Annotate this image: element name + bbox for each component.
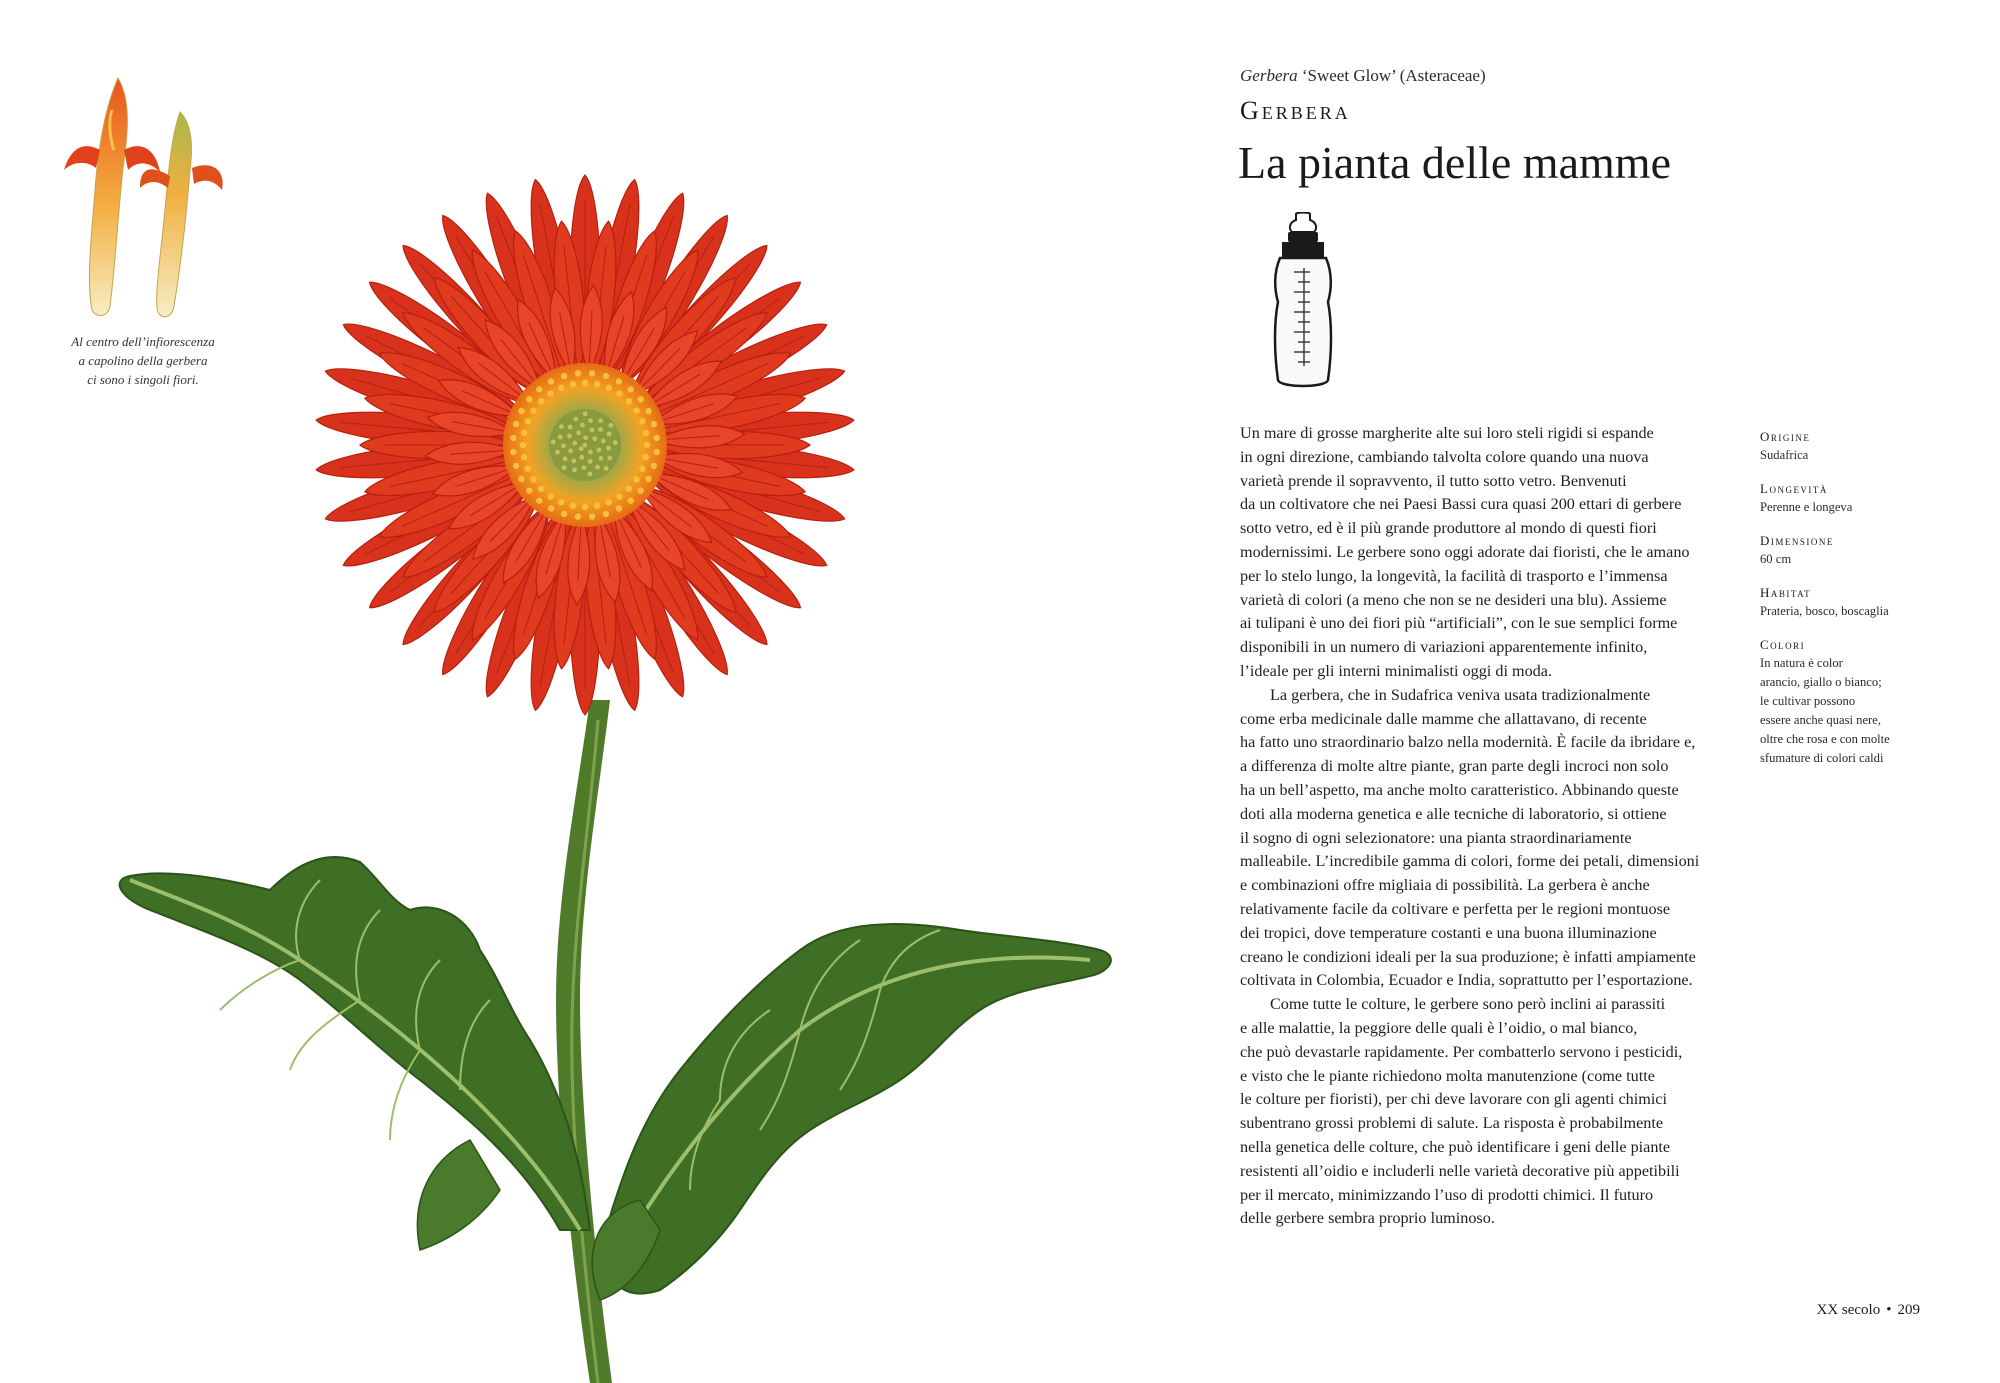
disk-floret [639,466,645,472]
page-title: La pianta delle mamme [1238,137,1671,188]
center-floret [590,428,595,433]
disk-floret [538,398,544,404]
bullet-separator: • [1886,1302,1892,1318]
disk-floret [548,505,554,511]
center-floret [571,459,576,464]
disk-floret [547,493,553,499]
center-floret [613,440,618,445]
fact-size [1760,532,1930,569]
center-floret [604,466,609,471]
disk-floret [561,511,567,517]
illustration-caption [52,332,234,389]
disk-floret [575,370,581,376]
center-floret [555,450,560,455]
disk-floret [633,476,639,482]
disk-floret [582,380,588,386]
disk-floret [520,442,526,448]
center-floret [561,443,566,448]
disk-floret [525,466,531,472]
page-footer [1816,1302,1920,1319]
disk-floret [547,390,553,396]
disk-floret [639,418,645,424]
disk-floret [582,504,588,510]
disk-floret [645,476,651,482]
disk-floret [530,407,536,413]
center-floret [588,418,593,423]
flower-head [315,175,855,715]
scientific-name [1240,66,1486,86]
paragraph: La gerbera, che in Sudafrica veniva usata tradizionalmente come erba medicinale dalle mamme che allattavano, di recente ha fatto uno straordinario balzo nella modernità. È facile da ibridare e, a differenza di molte altre piante, gran parte degli incroci non solo ha un bell’aspetto, ma anche molto caratteristico. Abbinando queste doti alla moderna genetica e alle tecniche di laboratorio, si ottiene il sogno di ogni selezionatore: una pianta straordinariamente malleabile. L’incredibile gamma di colori, forme dei petali, dimensioni e combinazioni offre migliaia di possibilità. La gerbera è anche relativamente facile da coltivare e perfetta per le regioni montuose dei tropici, dove temperature costanti e una buona illuminazione creano le condizioni ideali per la sua produzione; è infatti ampiamente coltivata in Colombia, Ecuador e India, soprattutto per l’esportazione. [1240,685,1700,990]
center-floret [562,465,567,470]
disk-floret [526,396,532,402]
disk-floret [521,454,527,460]
fact-value: In natura è color arancio, giallo o bianco; le cultivar possono essere anche quasi nere, oltre che rosa e con molte sfumature di colori caldi [1760,656,1890,765]
disk-floret [561,373,567,379]
disk-floret [570,381,576,387]
facts-sidebar [1760,428,1930,783]
disk-floret [558,385,564,391]
main-text [1240,422,1745,1231]
center-floret [580,423,585,428]
disk-floret [575,513,581,519]
center-floret [588,472,593,477]
disk-floret [521,430,527,436]
center-floret [576,430,581,435]
disk-floret [637,396,643,402]
disk-floret [518,408,524,414]
disk-floret [530,476,536,482]
disk-floret [643,454,649,460]
leaf-left [120,857,590,1250]
disk-floret [536,497,542,503]
fact-value: Perenne e longeva [1760,500,1853,514]
fact-origin [1760,428,1930,465]
disk-floret [653,449,659,455]
disk-floret [570,503,576,509]
caption-line: ci sono i singoli fiori. [87,372,199,387]
disk-floret [653,435,659,441]
disk-floret [594,503,600,509]
fact-value: Prateria, bosco, boscaglia [1760,604,1889,618]
baby-bottle-icon [1268,212,1338,390]
center-floret [592,436,597,441]
center-floret [567,434,572,439]
center-floret [607,456,612,461]
paragraph: Un mare di grosse margherite alte sui loro steli rigidi si espande in ogni direzione, cambiando talvolta colore quando una nuova varietà prende il sopravvento, il tutto sotto vetro. Benvenuti da un coltivatore che nei Paesi Bassi cura quasi 200 ettari di gerbere sotto vetro, ed è il più grande produttore al mondo di questi fiori modernissimi. Le gerbere sono oggi adorate dai fioristi, che le amano per lo stelo lungo, la longevità, la facilità di trasporto e l’immensa varietà di colori (a meno che non se ne desideri una blu). Assieme ai tulipani è uno dei fiori più “artificiali”, con le sue semplici forme disponibili in un numero di variazioni apparentemente infinito, l’ideale per gli interni minimalisti oggi di moda. [1240,424,1690,680]
disk-floret [518,476,524,482]
disk-floret [510,449,516,455]
center-floret [588,450,593,455]
disk-floret [637,487,643,493]
page-number: 209 [1897,1302,1920,1318]
fact-value: Sudafrica [1760,448,1809,462]
disk-floret [616,493,622,499]
fact-habitat [1760,584,1930,621]
center-floret [579,455,584,460]
disk-floret [606,385,612,391]
disk-floret [651,463,657,469]
fact-label: Colori [1760,637,1806,652]
center-floret [579,446,584,451]
disk-floret [606,499,612,505]
center-floret [582,465,587,470]
center-floret [572,468,577,473]
caption-line: Al centro dell’infiorescenza [71,334,215,349]
fact-label: Dimensione [1760,533,1834,548]
disk-floret [643,430,649,436]
fact-longevity [1760,480,1930,517]
section-label: XX secolo [1816,1302,1881,1318]
disk-floret [513,421,519,427]
center-floret [568,425,573,430]
disk-floret [651,421,657,427]
fact-label: Longevità [1760,481,1828,496]
center-floret [583,443,588,448]
disk-floret [616,505,622,511]
disk-floret [589,513,595,519]
center-floret [598,456,603,461]
disk-floret [589,370,595,376]
center-floret [573,417,578,422]
center-floret [583,435,588,440]
genus-name: Gerbera [1240,66,1298,85]
center-floret [598,418,603,423]
disk-floret [645,408,651,414]
center-floret [598,427,603,432]
disk-floret [616,378,622,384]
cultivar-family: ‘Sweet Glow’ (Asteraceae) [1297,66,1486,85]
center-floret [551,440,556,445]
fact-label: Origine [1760,429,1811,444]
disk-floret [513,463,519,469]
caption-line: a capolino della gerbera [78,353,208,368]
center-floret [583,411,588,416]
common-name: Gerbera [1240,96,1351,125]
fact-label: Habitat [1760,585,1812,600]
disk-floret [627,497,633,503]
disk-floret [644,442,650,448]
center-floret [606,446,611,451]
fact-colors [1760,636,1930,768]
center-floret [601,439,606,444]
disk-floret [603,373,609,379]
disk-floret [525,418,531,424]
disk-floret [538,486,544,492]
center-floret [595,465,600,470]
center-floret [558,435,563,440]
fact-value: 60 cm [1760,552,1792,566]
disk-floret [626,486,632,492]
floret-detail [64,78,223,317]
center-floret [607,432,612,437]
disk-floret [616,390,622,396]
disk-floret [594,381,600,387]
center-floret [596,448,601,453]
disk-floret [526,487,532,493]
disk-floret [627,386,633,392]
disk-floret [536,386,542,392]
center-floret [559,424,564,429]
center-floret [572,441,577,446]
center-floret [608,423,613,428]
paragraph: Come tutte le colture, le gerbere sono però inclini ai parassiti e alle malattie, la peggiore delle quali è l’oidio, o mal bianco, che può devastarle rapidamente. Per combatterlo servono i pesticidi, e visto che le piante richiedono molta manutenzione (come tutte le colture per fioristi), per chi deve lavorare con gli agenti chimici subentrano grossi problemi di salute. La risposta è probabilmente nella genetica delle colture, che può identificare i geni delle piante resistenti all’oidio e includerli nelle varietà decorative più appetibili per il mercato, minimizzando l’uso di prodotti chimici. Il futuro delle gerbere sembra proprio luminoso. [1240,995,1683,1228]
center-floret [588,459,593,464]
center-floret [568,449,573,454]
disk-floret [548,378,554,384]
disk-floret [633,407,639,413]
center-floret [563,457,568,462]
disk-floret [626,398,632,404]
disk-floret [603,511,609,517]
disk-floret [558,499,564,505]
leaf-right [592,924,1111,1300]
disk-floret [510,435,516,441]
